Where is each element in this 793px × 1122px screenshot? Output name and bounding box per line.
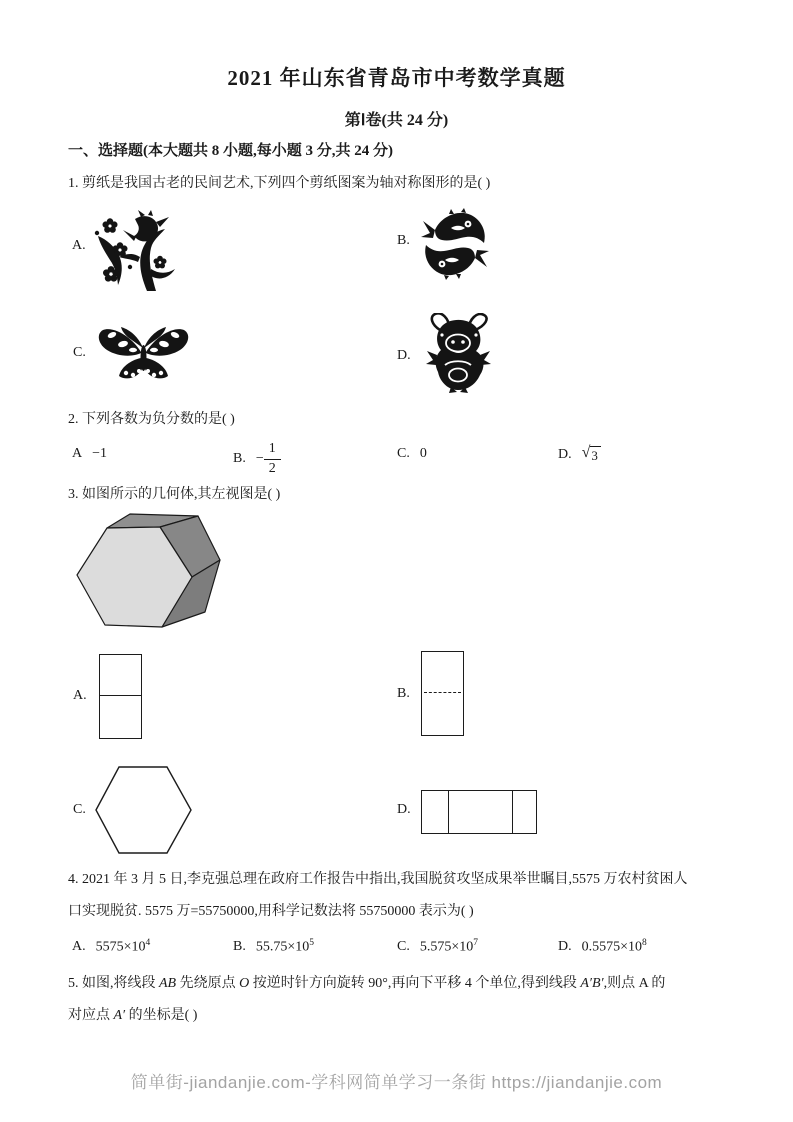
q4-option-c (397, 938, 478, 956)
q4-option-d (558, 938, 647, 956)
q4-option-d-value: $0.5575\times 10^8$ (581, 938, 647, 955)
q2-option-a-value: −1 (92, 446, 108, 461)
bird-and-plum-papercut-icon (90, 210, 178, 292)
q2-option-c-value: 0 (419, 446, 427, 461)
double-fish-papercut-icon (421, 208, 489, 280)
q4-option-c-value: $5.575\times 10^7$ (419, 938, 478, 955)
question-4-text-line2: 口实现脱贫. 5575 万=55750000,用科学记数法将 55750000 表示为( ) (68, 904, 474, 919)
q4-option-b (233, 938, 314, 956)
q1-option-c-label: C. (73, 345, 86, 360)
math-var: A′B′ (580, 976, 604, 991)
q3-option-b-shape (421, 651, 464, 736)
q4-option-a-value: $5575\times 10^4$ (95, 938, 151, 955)
q3-option-b-label: B. (397, 686, 410, 701)
fish-bottom (425, 245, 489, 280)
q2-option-b-label: B. (233, 451, 246, 466)
q1-option-d-label: D. (397, 348, 411, 363)
question-5-text-line1: 5. 如图,将线段 AB 先绕原点 O 按逆时针方向旋转 90°,再向下平移 4 个单位,得到线段 A′B′,则点 A 的 (68, 976, 666, 991)
part-heading: 第Ⅰ卷(共 24 分) (344, 112, 449, 129)
fish-top (421, 208, 485, 243)
butterfly-papercut-icon (95, 322, 192, 383)
q1-option-b-label: B. (397, 233, 410, 248)
q3-option-c-label: C. (73, 802, 86, 817)
plum-flower (113, 242, 128, 256)
q3-option-a-shape (99, 654, 142, 739)
q2-option-c (397, 446, 427, 462)
math-var: O (239, 976, 250, 991)
pig-papercut-icon (425, 313, 492, 393)
q4-option-a-label: A. (72, 938, 86, 954)
vertical-divider-line (512, 791, 513, 833)
q3-option-d-label: D. (397, 802, 411, 817)
question-2-text: 2. 下列各数为负分数的是( ) (68, 412, 235, 427)
q3-option-c-hexagon (95, 765, 192, 855)
q3-option-a-label: A. (73, 688, 87, 703)
q2-option-a (72, 446, 107, 462)
minus-sign: − (255, 451, 264, 466)
section-heading: 一、选择题(本大题共 8 小题,每小题 3 分,共 24 分) (68, 143, 393, 159)
math-var: AB (159, 976, 177, 991)
fraction-one-half: $\frac{1}{2}$ (264, 441, 281, 476)
q2-option-a-label: A (72, 446, 83, 461)
q4-option-a (72, 938, 150, 956)
q3-option-d-shape (421, 790, 537, 834)
plum-flower (154, 256, 167, 269)
question-1-text: 1. 剪纸是我国古老的民间艺术,下列四个剪纸图案为轴对称图形的是( ) (68, 176, 491, 191)
q2-option-d-label: D. (558, 446, 572, 462)
math-var: A′ (113, 1008, 126, 1023)
question-4-text-line1: 4. 2021 年 3 月 5 日,李克强总理在政府工作报告中指出,我国脱贫攻坚成果举世瞩目,5575 万农村贫困人 (68, 872, 688, 887)
solid-divider-line (100, 695, 141, 696)
page-title: 2021 年山东省青岛市中考数学真题 (227, 66, 566, 90)
q1-option-a-label: A. (72, 238, 86, 253)
vertical-divider-line (448, 791, 449, 833)
plum-flower (103, 218, 118, 233)
q4-option-c-label: C. (397, 938, 410, 954)
q4-option-b-label: B. (233, 938, 246, 954)
question-3-text: 3. 如图所示的几何体,其左视图是( ) (68, 487, 281, 502)
q2-option-d (558, 445, 601, 464)
q4-option-b-value: $55.75\times 10^5$ (255, 938, 314, 955)
watermark-footer: 简单街-jiandanjie.com-学科网简单学习一条街 https://jiandanjie.com (130, 1073, 663, 1092)
q2-option-c-label: C. (397, 446, 410, 461)
q2-option-b (233, 430, 281, 488)
q4-option-d-label: D. (558, 938, 572, 954)
question-5-text-line2: 对应点 A′ 的坐标是( ) (68, 1008, 198, 1023)
sqrt-3: √ 3 (582, 445, 601, 464)
dashed-divider-line (424, 692, 461, 693)
hexagonal-prism-figure (75, 500, 250, 635)
